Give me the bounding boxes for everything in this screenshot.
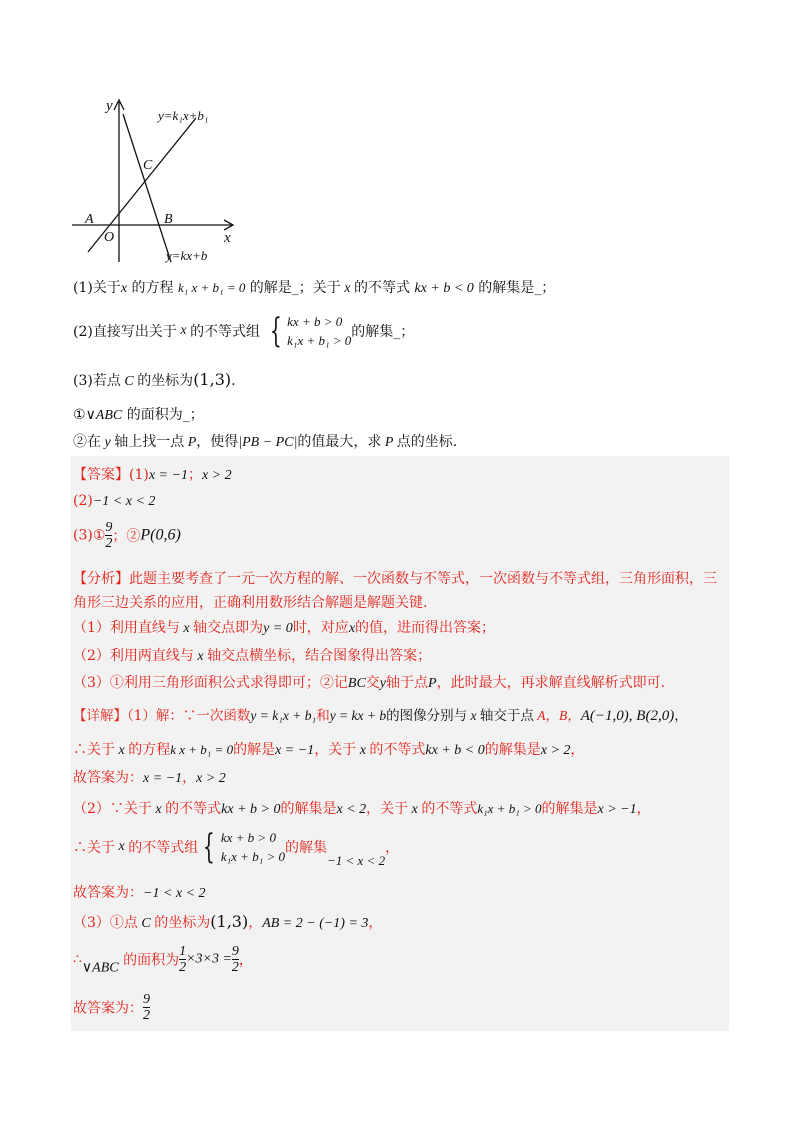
detail-text: ∴关于 xyxy=(73,840,115,856)
detail-text: 故答案为： xyxy=(73,885,143,901)
detail-text: 的不等式 xyxy=(165,801,222,817)
q1-var-x: x xyxy=(120,281,128,296)
detail-var: x xyxy=(115,743,129,758)
analysis-text: （3）①利用三角形面积公式求得即可；②记 xyxy=(73,675,348,691)
answer-sep: ； xyxy=(187,467,202,483)
analysis-text: 的值，进而得出答案； xyxy=(355,620,496,636)
q2-system-row-1: kx + b > 0 xyxy=(287,314,343,329)
question-3a xyxy=(73,404,204,424)
q1-inequality: kx + b < 0 xyxy=(414,281,474,296)
analysis-tag: 【分析】 xyxy=(73,571,129,587)
detail-coordinate: (1,3) xyxy=(210,912,249,931)
q3-coordinate: (1,3) xyxy=(193,370,232,389)
detail-system-row-1: kx + b > 0 xyxy=(220,830,276,845)
detail-text: 和 xyxy=(316,708,330,724)
analysis-var: P xyxy=(428,676,437,691)
line-kx-b xyxy=(123,114,171,262)
q3a-text: ① xyxy=(73,407,86,423)
detail-formula: kx + b < 0 xyxy=(425,743,485,758)
detail-text: 的图像分别与 xyxy=(386,708,468,724)
analysis-line-1 xyxy=(73,568,717,588)
detail-text: ， xyxy=(570,742,585,758)
detail-text: ∴ xyxy=(73,951,82,968)
q3-text: 的坐标为 xyxy=(137,373,194,389)
detail-line-1 xyxy=(73,704,688,725)
fraction-numerator: 9 xyxy=(231,944,239,959)
q3b-text: 的值最大，求 xyxy=(297,434,382,450)
detail-line-9 xyxy=(73,992,150,1023)
detail-text: （2）∵关于 xyxy=(73,801,152,817)
detail-triangle: ∨ABC xyxy=(81,960,119,976)
q1-equation: k₁ x + b₁ = 0 xyxy=(177,280,246,295)
analysis-var: x xyxy=(179,621,194,636)
q2-text: 的解集_； xyxy=(351,324,415,340)
detail-text: ， xyxy=(238,952,253,969)
answer-value: x > 2 xyxy=(201,468,232,483)
detail-formula: y = kx + b xyxy=(329,708,387,723)
detail-text: （3）①点 xyxy=(73,915,138,931)
analysis-line-4 xyxy=(73,645,431,665)
detail-formula: ×3×3 = xyxy=(186,951,232,967)
point-c-label: C xyxy=(143,158,153,173)
q3b-text: ，使得 xyxy=(196,434,239,450)
detail-text: ∴关于 xyxy=(73,742,115,758)
detail-text: ，关于 xyxy=(314,742,357,758)
detail-var: A，B， xyxy=(533,708,581,723)
fraction-denominator: 2 xyxy=(231,960,239,975)
detail-text: 故答案为： xyxy=(73,1000,143,1017)
analysis-line-5 xyxy=(73,672,665,692)
analysis-var: x xyxy=(193,649,208,664)
detail-var: x xyxy=(467,708,480,723)
detail-text: ， xyxy=(385,840,400,856)
detail-formula: x < 2 xyxy=(336,802,367,817)
detail-line-8 xyxy=(73,944,253,977)
answer-line-3 xyxy=(73,520,181,551)
question-1 xyxy=(73,277,555,297)
detail-line-5 xyxy=(73,828,399,869)
answer-value: P(0,6) xyxy=(140,526,181,544)
analysis-text: 轴于点 xyxy=(386,675,429,691)
analysis-text: 交 xyxy=(365,675,380,691)
fraction-denominator: 2 xyxy=(143,1008,150,1023)
detail-fraction xyxy=(143,992,150,1023)
detail-text: ， xyxy=(248,915,263,931)
analysis-line-3 xyxy=(73,617,495,637)
detail-formula: x = −1 xyxy=(275,743,315,758)
answer-value: x = −1 xyxy=(148,468,188,483)
answer-label: (2) xyxy=(73,493,93,509)
point-a-label: A xyxy=(85,212,94,227)
detail-text: 的解是 xyxy=(233,742,276,758)
fraction-denominator: 2 xyxy=(179,960,187,975)
function-graph xyxy=(66,92,256,272)
detail-text: 的解集是 xyxy=(484,742,541,758)
detail-text: 的不等式 xyxy=(421,801,478,817)
detail-formula: k₁x + b₁ > 0 xyxy=(477,801,542,816)
detail-formula: x > −1 xyxy=(597,802,637,817)
answer-tag: 【答案】 xyxy=(73,467,129,483)
q3b-var-y: y xyxy=(101,435,115,450)
q3b-text: 点的坐标. xyxy=(396,434,458,450)
detail-tag: 【详解】 xyxy=(73,708,127,724)
analysis-text: 时，对应 xyxy=(292,620,349,636)
q3b-point-p: P xyxy=(184,435,197,450)
analysis-text: ，此时最大，再求解直线解析式即可. xyxy=(436,675,666,691)
answer-line-2 xyxy=(73,493,155,510)
detail-text: 轴交于点 xyxy=(479,708,534,724)
detail-text: （1）解：∵一次函数 xyxy=(127,708,251,724)
analysis-var: x xyxy=(348,621,356,636)
answer-label: (1) xyxy=(129,467,149,483)
q2-text: (2)直接写出关于 xyxy=(73,324,177,340)
q1-text: 的方程 xyxy=(127,280,174,296)
fraction-numerator: 9 xyxy=(105,520,113,535)
detail-text: ， xyxy=(636,801,651,817)
answer-line-1 xyxy=(73,464,232,484)
detail-formula: k x + b₁ = 0 xyxy=(170,742,234,757)
detail-line-4 xyxy=(73,798,651,818)
q2-system-row-2: k₁x + b₁ > 0 xyxy=(287,333,352,348)
q2-var-x: x xyxy=(176,323,191,338)
q1-text: 的不等式 xyxy=(354,280,411,296)
analysis-text: 轴交点横坐标，结合图象得出答案； xyxy=(207,648,432,664)
answer-value: −1 < x < 2 xyxy=(92,494,156,509)
question-3b xyxy=(73,431,457,451)
detail-formula: x = −1 xyxy=(143,771,183,786)
detail-text: ， xyxy=(182,770,197,786)
analysis-text: 角形三边关系的应用，正确利用数形结合解题是解题关键. xyxy=(73,595,428,611)
detail-fraction xyxy=(232,944,239,975)
q3b-text: ②在 xyxy=(73,434,101,450)
detail-var: x xyxy=(115,839,129,854)
detail-formula: −1 < x < 2 xyxy=(143,886,206,901)
detail-text: 的不等式 xyxy=(369,742,426,758)
q1-text: 的解是_；关于 xyxy=(245,280,341,296)
q1-var-x: x xyxy=(340,281,355,296)
analysis-var: BC xyxy=(347,676,366,691)
analysis-var: y xyxy=(379,676,387,691)
fraction-numerator: 9 xyxy=(143,992,150,1007)
detail-text: 的解集 xyxy=(284,840,327,856)
analysis-text: 轴交点即为 xyxy=(193,620,264,636)
q3-text: (3)若点 xyxy=(73,373,121,389)
detail-line-2 xyxy=(73,739,584,759)
origin-label: O xyxy=(104,230,115,245)
analysis-var: y = 0 xyxy=(263,621,293,636)
detail-text: ， xyxy=(674,708,688,724)
detail-formula: x > 2 xyxy=(540,743,571,758)
q1-text: 的解集是_； xyxy=(473,280,556,296)
analysis-text: （2）利用两直线与 xyxy=(73,648,194,664)
line2-label: y=kx+b xyxy=(166,248,208,263)
q3-text: . xyxy=(231,373,236,389)
q3a-text: 的面积为_； xyxy=(122,407,204,423)
q3b-point-p: P xyxy=(381,435,397,450)
detail-line-3 xyxy=(73,767,226,787)
detail-formula: kx + b > 0 xyxy=(221,802,281,817)
detail-var: x xyxy=(408,802,422,817)
detail-var: C xyxy=(137,916,155,931)
detail-line-6 xyxy=(73,882,206,902)
fraction-numerator: 1 xyxy=(179,944,187,959)
q3-point-c: C xyxy=(120,374,138,389)
detail-formula: AB = 2 − (−1) = 3 xyxy=(262,916,369,931)
detail-text: 的坐标为 xyxy=(154,915,211,931)
answer-label: (3)① xyxy=(73,527,106,544)
detail-inequality-system: { kx + b > 0 k₁x + b₁ > 0 xyxy=(203,827,285,867)
detail-text: 的面积为 xyxy=(118,952,180,969)
q3a-triangle: ∨ABC xyxy=(85,408,123,423)
detail-var: x xyxy=(356,743,370,758)
detail-text: ，关于 xyxy=(366,801,409,817)
q3b-text: 轴上找一点 xyxy=(114,434,185,450)
fraction-denominator: 2 xyxy=(105,536,113,551)
q2-inequality-system: { kx + b > 0 k₁x + b₁ > 0 xyxy=(269,311,352,351)
detail-var: x xyxy=(151,802,166,817)
detail-line-7 xyxy=(73,912,382,932)
detail-formula: y = k₁x + b₁ xyxy=(250,708,317,723)
detail-text: 的方程 xyxy=(128,742,171,758)
q3b-abs-expression: |PB − PC| xyxy=(238,435,298,450)
q2-text: 的不等式组 xyxy=(190,324,261,340)
detail-text: ， xyxy=(368,915,383,931)
detail-text: 的解集是 xyxy=(280,801,337,817)
detail-text: 故答案为： xyxy=(73,770,143,786)
line1-label: y=k₁x+b₁ xyxy=(158,108,209,123)
question-2 xyxy=(73,312,414,350)
point-b-label: B xyxy=(164,212,173,227)
q1-text: (1)关于 xyxy=(73,280,121,296)
detail-formula: A(−1,0), B(2,0) xyxy=(580,708,675,724)
x-axis-label: x xyxy=(224,230,231,246)
detail-formula: −1 < x < 2 xyxy=(326,853,386,868)
answer-sep: ；② xyxy=(112,528,141,545)
analysis-line-2 xyxy=(73,592,427,612)
analysis-text: 此题主要考查了一元一次方程的解、一次函数与不等式，一次函数与不等式组，三角形面积，三 xyxy=(129,571,717,587)
y-axis-label: y xyxy=(106,98,113,114)
detail-text: 的不等式组 xyxy=(128,840,199,856)
analysis-text: （1）利用直线与 xyxy=(73,620,180,636)
detail-formula: x > 2 xyxy=(196,771,226,786)
question-3 xyxy=(73,370,236,390)
detail-text: 的解集是 xyxy=(541,801,598,817)
detail-system-row-2: k₁x + b₁ > 0 xyxy=(220,849,285,864)
